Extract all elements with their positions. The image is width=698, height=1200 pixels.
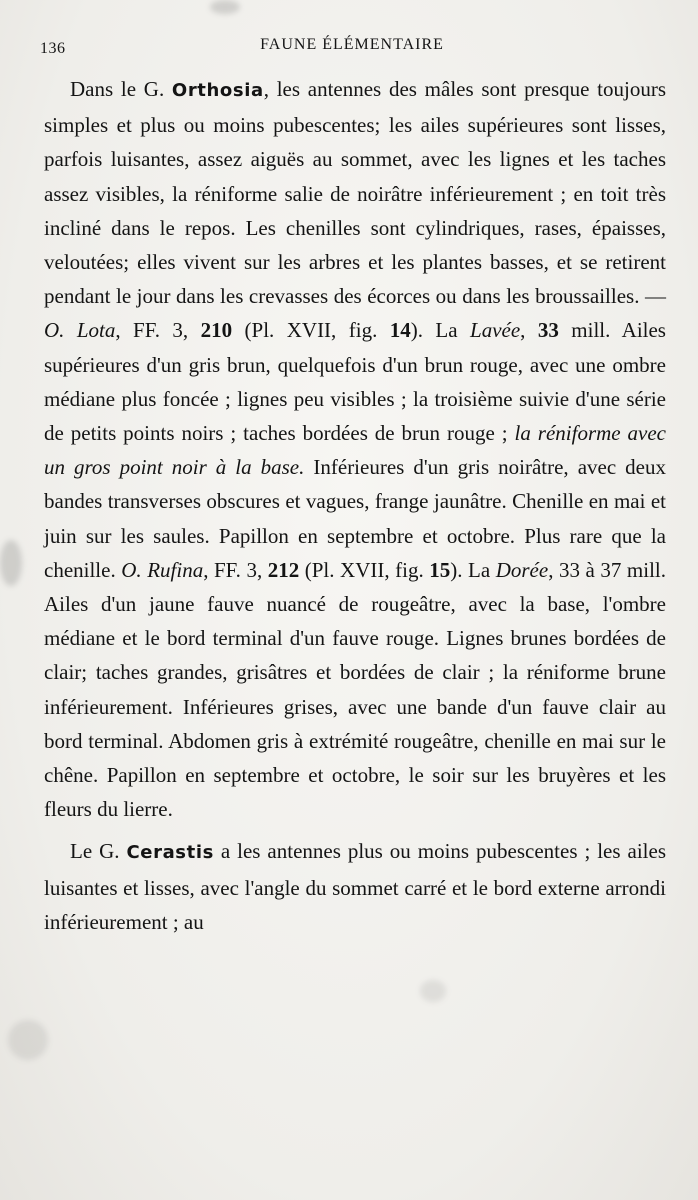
body-text	[44, 72, 666, 939]
common-name: Lavée	[470, 318, 521, 343]
figure-number: 14	[389, 318, 411, 343]
text-span: Dans le G.	[70, 77, 172, 101]
text-span: ,	[520, 318, 538, 343]
text-span: a les antennes plus ou moins pubescentes ; les ailes luisantes et lisses, avec l'angle du sommet carré et le bord externe arrondi inférieurement ; au	[44, 839, 666, 934]
page-number: 136	[40, 40, 66, 57]
stain	[210, 0, 240, 14]
page-header	[40, 36, 664, 60]
running-title: FAUNE ÉLÉMENTAIRE	[260, 36, 444, 53]
stain	[0, 540, 22, 586]
stain	[8, 1020, 48, 1060]
text-span: ). La	[410, 318, 471, 343]
figure-number: 210	[200, 318, 233, 343]
text-span: mill. Ailes supérieures d'un gris brun, quelquefois d'un brun rouge, avec une ombre médiane plus foncée ; lignes peu visibles ; la troisième suivie d'une série de petits points noirs ; taches bordées de brun rouge ;	[44, 318, 666, 446]
text-span: (Pl. XVII, fig.	[299, 557, 430, 582]
text-span: , FF. 3,	[203, 557, 268, 582]
genus-name: Orthosia	[171, 80, 264, 101]
text-span: , 33 à 37 mill. Ailes d'un jaune fauve nuancé de rougeâtre, avec la base, l'ombre médiane et le bord terminal d'un fauve rouge. Lignes brunes bordées de clair; taches grandes, grisâtres et bordées de clair ; la réniforme brune inférieurement. Inférieures grises, avec une bande d'un fauve clair au bord terminal. Abdomen gris à extrémité rougeâtre, chenille en mai sur le chêne. Papillon en septembre et octobre, le soir sur les bruyères et les fleurs du lierre.	[44, 557, 666, 822]
figure-number: 15	[429, 557, 451, 582]
species-name: O. Rufina	[121, 557, 204, 582]
paragraph-orthosia	[44, 72, 666, 826]
figure-number: 212	[267, 557, 300, 582]
stain	[420, 980, 446, 1002]
emphasis: la réniforme avec un gros point noir à la base.	[44, 421, 667, 480]
species-name: O. Lota	[44, 318, 116, 343]
text-span: Le G.	[70, 839, 127, 864]
genus-name: Cerastis	[126, 842, 214, 864]
text-span: (Pl. XVII, fig.	[232, 318, 390, 343]
common-name: Dorée	[495, 557, 549, 582]
paragraph-cerastis	[44, 834, 666, 939]
text-span: , les antennes des mâles sont presque toujours simples et plus ou moins pubescentes; les ailes supérieures sont lisses, parfois luisantes, assez aiguës au sommet, avec les lignes et les taches assez visibles, la réniforme salie de noirâtre inférieurement ; en toit très incliné dans le repos. Les chenilles sont cylindriques, rases, épaisses, veloutées; elles vivent sur les arbres et les plantes basses, et se retirent pendant le jour dans les crevasses des écorces ou dans les broussailles. —	[44, 77, 666, 309]
text-span: , FF. 3,	[115, 318, 201, 343]
text-span: ). La	[450, 557, 496, 582]
text-span: Inférieures d'un gris noirâtre, avec deux bandes transverses obscures et vagues, frange jaunâtre. Chenille en mai et juin sur les saules. Papillon en septembre et octobre. Plus rare que la chenille.	[44, 455, 666, 582]
size-number: 33	[537, 318, 559, 343]
